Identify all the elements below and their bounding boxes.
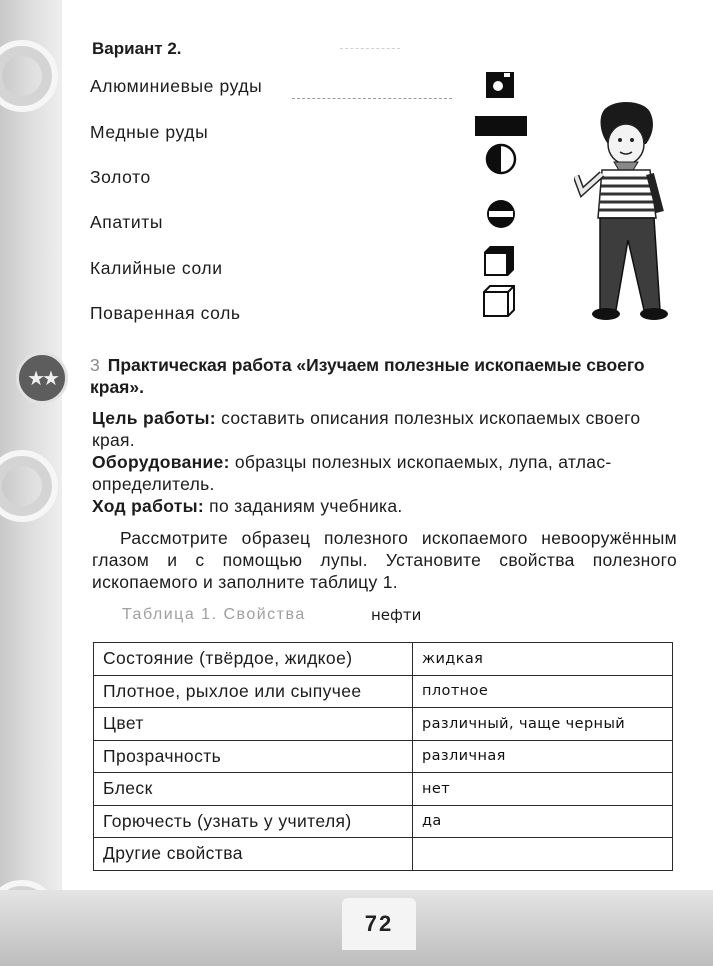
legend-label-potassium: Калийные соли — [90, 258, 223, 278]
property-cell: Цвет — [94, 708, 413, 741]
property-cell: Плотное, рыхлое или сыпучее — [94, 675, 413, 708]
table-row — [94, 643, 673, 676]
procedure-label: Ход работы: — [92, 496, 204, 516]
goal-label: Цель работы: — [92, 408, 216, 428]
value-cell[interactable]: различная — [413, 740, 673, 773]
value-cell[interactable]: жидкая — [413, 643, 673, 676]
practical-work-title — [90, 354, 680, 398]
goal-text: составить описания полезных ископаемых своего края. — [92, 408, 641, 450]
variant-title: Вариант 2. — [92, 39, 182, 58]
table-row — [94, 675, 673, 708]
task-number: 3 — [90, 355, 100, 375]
page-number: 72 — [342, 898, 416, 950]
equipment-text: образцы полезных ископаемых, лупа, атлас-определитель. — [92, 452, 612, 494]
property-cell: Горючесть (узнать у учителя) — [94, 805, 413, 838]
swirl-decoration — [0, 450, 58, 522]
value-cell[interactable] — [413, 838, 673, 871]
task-title: Практическая работа «Изучаем полезные ископаемые своего края». — [90, 355, 645, 397]
property-cell: Другие свойства — [94, 838, 413, 871]
properties-table — [93, 642, 673, 871]
leader-line — [340, 48, 400, 49]
value-cell[interactable]: различный, чаще черный — [413, 708, 673, 741]
value-cell[interactable]: плотное — [413, 675, 673, 708]
left-margin-decoration — [0, 0, 62, 966]
gold-symbol-icon — [485, 143, 517, 175]
legend-label-gold: Золото — [90, 167, 151, 187]
procedure-text: по заданиям учебника. — [209, 496, 403, 516]
legend-label-apatite: Апатиты — [90, 212, 164, 232]
copper-ore-symbol-icon — [474, 115, 528, 137]
aluminum-ore-symbol-icon — [484, 70, 516, 100]
table-caption-answer[interactable]: нефти — [371, 606, 422, 624]
property-cell: Блеск — [94, 773, 413, 806]
equipment-label: Оборудование: — [92, 452, 230, 472]
table-caption: Таблица 1. Свойства — [122, 606, 306, 623]
property-cell: Состояние (твёрдое, жидкое) — [94, 643, 413, 676]
leader-line — [292, 98, 452, 99]
work-description — [92, 407, 677, 517]
value-cell[interactable]: нет — [413, 773, 673, 806]
table-salt-symbol-icon — [480, 284, 516, 318]
value-cell[interactable]: да — [413, 805, 673, 838]
instruction-paragraph: Рассмотрите образец полезного ископаемого невооружённым глазом и с помощью лупы. Установите свойства полезного ископаемого и заполните таблицу 1. — [92, 528, 677, 592]
potassium-salt-symbol-icon — [480, 244, 516, 278]
property-cell: Прозрачность — [94, 740, 413, 773]
table-row — [94, 838, 673, 871]
legend-label-table-salt: Поваренная соль — [90, 303, 241, 323]
legend-label-aluminum: Алюминиевые руды — [90, 76, 263, 96]
boy-illustration — [574, 100, 674, 328]
legend-label-copper: Медные руды — [90, 122, 209, 142]
apatite-symbol-icon — [485, 198, 517, 230]
table-row — [94, 708, 673, 741]
table-row — [94, 805, 673, 838]
table-row — [94, 773, 673, 806]
star-badge-icon: ★★ — [16, 352, 68, 404]
swirl-decoration — [0, 40, 58, 112]
table-row — [94, 740, 673, 773]
